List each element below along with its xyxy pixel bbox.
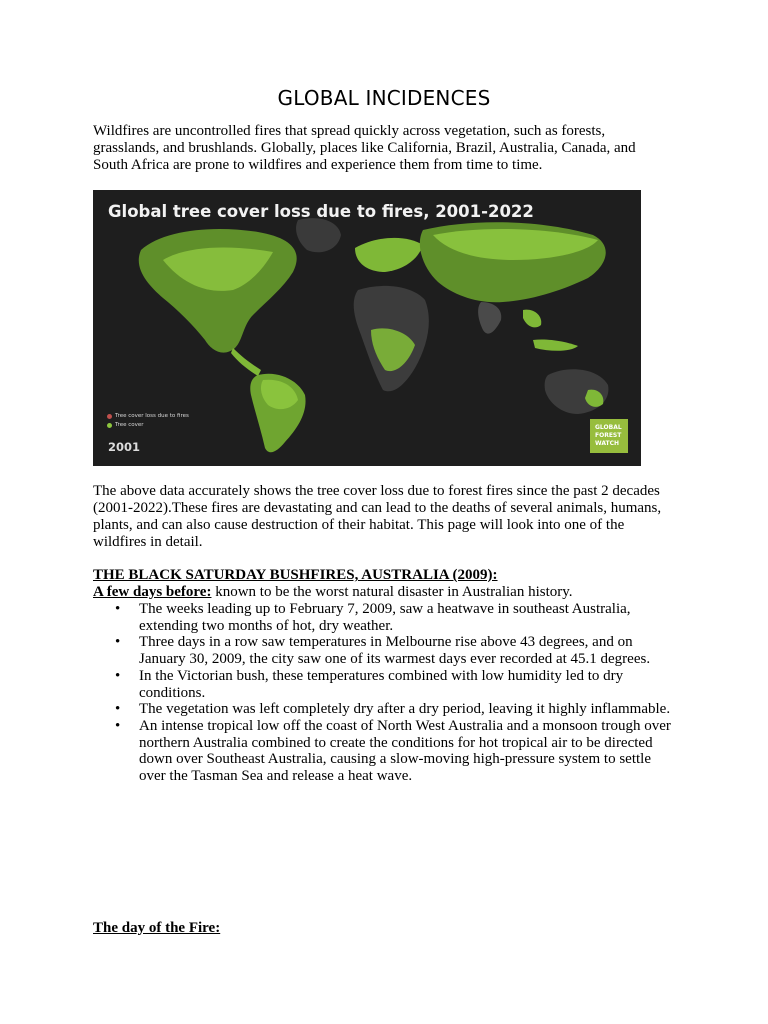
list-item	[93, 701, 678, 718]
list-item	[93, 601, 678, 634]
logo-line: WATCH	[595, 440, 620, 447]
legend-swatch-red	[107, 414, 112, 419]
legend-label: Tree cover	[115, 422, 144, 428]
page-title: GLOBAL INCIDENCES	[277, 86, 491, 110]
few-days-before-label: A few days before:	[93, 584, 212, 600]
map-year: 2001	[108, 440, 141, 454]
few-days-before-text: known to be the worst natural disaster in Australian history.	[211, 584, 573, 600]
list-item	[93, 634, 678, 667]
intro-paragraph: Wildfires are uncontrolled fires that spread quickly across vegetation, such as forests, grasslands, and brushlands. Globally, places like California, Brazil, Australia, Canada, and South Africa are prone to wildfires and experience them from time to time.	[93, 123, 636, 173]
logo-line: GLOBAL	[595, 424, 622, 431]
bullet-icon: •	[115, 701, 121, 718]
day-of-fire-heading: The day of the Fire:	[93, 920, 221, 936]
map-legend	[107, 413, 189, 431]
list-item-text: Three days in a row saw temperatures in Melbourne rise above 43 degrees, and on January 30, 2009, the city saw one of its warmest days ever recorded at 45.1 degrees.	[139, 634, 651, 668]
list-item-text: The weeks leading up to February 7, 2009, saw a heatwave in southeast Australia, extending two months of hot, dry weather.	[139, 601, 631, 634]
bullet-icon: •	[115, 601, 121, 617]
bullet-icon: •	[115, 634, 121, 651]
logo-line: FOREST	[595, 432, 622, 439]
legend-label: Tree cover loss due to fires	[115, 413, 189, 419]
list-item	[93, 718, 678, 785]
global-forest-watch-logo	[590, 419, 628, 453]
legend-item-fire-loss	[107, 413, 189, 419]
list-item-text: An intense tropical low off the coast of North West Australia and a monsoon trough over northern Australia combined to create the conditions for hot tropical air to be directed down over Southeast Australia, causing a slow-moving high-pressure system to settle over the Tasman Sea and release a heat wave.	[139, 717, 671, 785]
legend-item-tree-cover	[107, 422, 189, 428]
few-days-before-line	[93, 584, 573, 601]
bullet-icon: •	[115, 717, 121, 734]
legend-swatch-green	[107, 423, 112, 428]
tree-cover-loss-map	[93, 190, 641, 466]
list-item	[93, 668, 678, 701]
section-heading: THE BLACK SATURDAY BUSHFIRES, AUSTRALIA (2009):	[93, 567, 498, 583]
list-item-text: In the Victorian bush, these temperatures combined with low humidity led to dry conditions.	[139, 667, 624, 701]
bullet-icon: •	[115, 667, 121, 684]
list-item-text: The vegetation was left completely dry after a dry period, leaving it highly inflammable.	[139, 701, 671, 718]
map-description-paragraph: The above data accurately shows the tree cover loss due to forest fires since the past 2 decades (2001-2022).These fires are devastating and can lead to the deaths of several animals, humans, plants, and can also cause destruction of their habitat. This page will look into one of the wildfires in detail.	[93, 483, 662, 550]
bullet-list	[93, 601, 678, 785]
map-title: Global tree cover loss due to fires, 2001-2022	[108, 202, 534, 221]
